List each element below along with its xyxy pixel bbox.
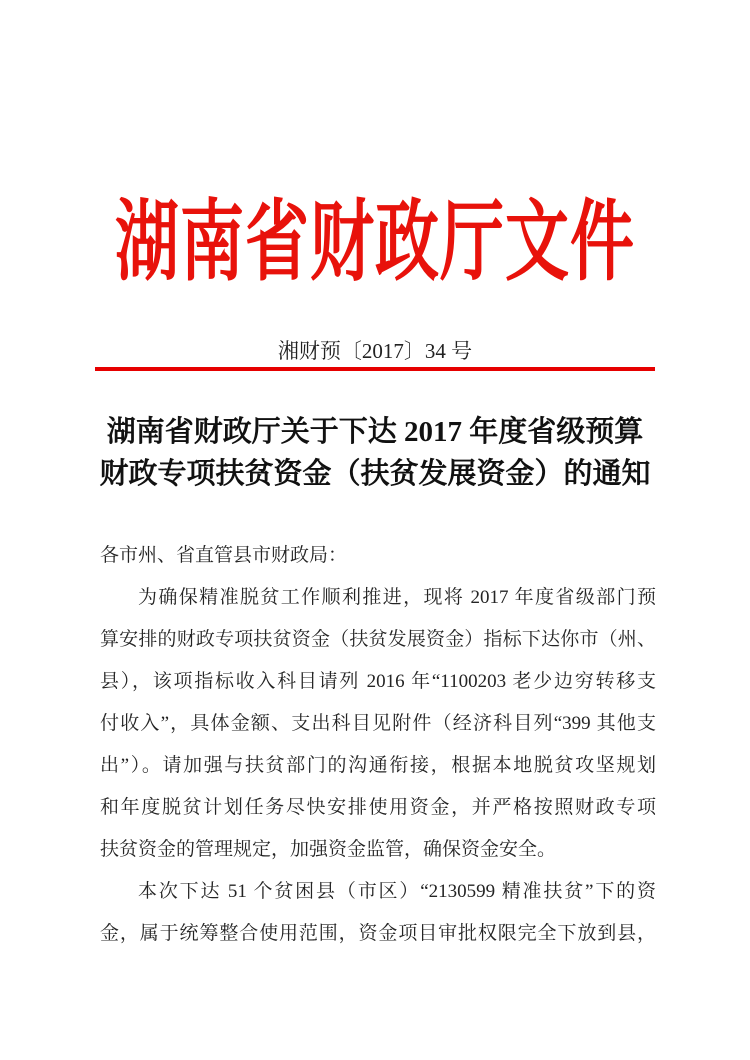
body-line: 扶贫资金的管理规定，加强资金监管，确保资金安全。 [100, 839, 557, 860]
body-line: 为确保精准脱贫工作顺利推进，现将 2017 年度省级部门预 [138, 587, 656, 608]
body-line: 县），该项指标收入科目请列 2016 年“1100203 老少边穷转移支 [100, 671, 656, 692]
body-line: 付收入”，具体金额、支出科目见附件（经济科目列“399 其他支 [100, 713, 656, 734]
document-title [0, 411, 750, 495]
document-title-line: 财政专项扶贫资金（扶贫发展资金）的通知 [99, 458, 651, 490]
red-separator-rule [95, 367, 655, 371]
document-number: 湘财预〔2017〕34 号 [277, 339, 473, 363]
document-body [100, 535, 656, 955]
document-title-line: 湖南省财政厅关于下达 2017 年度省级预算 [106, 416, 644, 448]
body-line: 金，属于统筹整合使用范围，资金项目审批权限完全下放到县， [100, 923, 656, 944]
body-line: 算安排的财政专项扶贫资金（扶贫发展资金）指标下达你市（州、 [100, 629, 656, 650]
document-banner-title: 湖南省财政厅文件 [115, 193, 635, 292]
body-line: 出”）。请加强与扶贫部门的沟通衔接，根据本地脱贫攻坚规划 [100, 755, 656, 776]
body-line: 本次下达 51 个贫困县（市区）“2130599 精准扶贫”下的资 [138, 881, 656, 902]
body-line: 和年度脱贫计划任务尽快安排使用资金，并严格按照财政专项 [100, 797, 656, 818]
salutation-line: 各市州、省直管县市财政局： [100, 545, 348, 566]
